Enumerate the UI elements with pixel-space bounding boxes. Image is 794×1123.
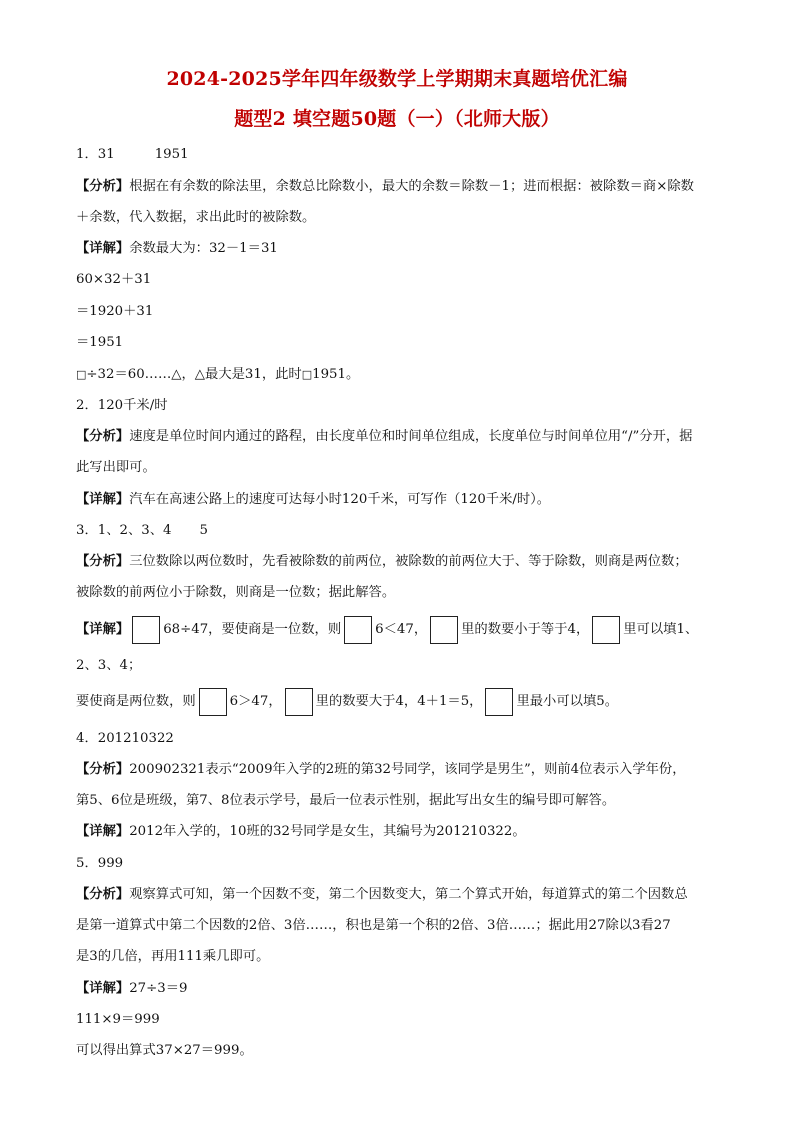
document-title: 2024-2025学年四年级数学上学期期末真题培优汇编 [166, 68, 628, 90]
q3-answer-2: 5 [199, 523, 208, 538]
q2-answer: 2．120千米/时 [76, 398, 168, 413]
q3-detail-text-h: 里最小可以填5。 [516, 694, 619, 709]
q4-detail-text: 2012年入学的，10班的32号同学是女生，其编号为201210322。 [129, 824, 526, 839]
answer-box [592, 616, 620, 644]
q1-step-2: ＝1920＋31 [76, 304, 154, 319]
detail-label: 【详解】 [76, 622, 130, 637]
q5-step-2: 可以得出算式37×27＝999。 [76, 1043, 253, 1058]
analysis-label: 【分析】 [76, 429, 130, 444]
q3-analysis-cont: 被除数的前两位小于除数，则商是一位数；据此解答。 [76, 585, 396, 600]
q1-step-1: 60×32＋31 [76, 272, 152, 287]
q1-detail-text: 余数最大为：32－1＝31 [129, 241, 278, 256]
q3-analysis-text: 三位数除以两位数时，先看被除数的前两位，被除数的前两位大于、等于除数，则商是两位数； [129, 554, 688, 569]
q4-analysis-cont: 第5、6位是班级，第7、8位表示学号，最后一位表示性别，据此写出女生的编号即可解答。 [76, 793, 616, 808]
detail-label: 【详解】 [76, 492, 130, 507]
q2-detail [76, 491, 550, 509]
q5-analysis-cont-1: 是第一道算式中第二个因数的2倍、3倍……，积也是第一个积的2倍、3倍……；据此用27除以3看27 [76, 918, 671, 933]
q3-detail-text-e: 要使商是两位数，则 [76, 694, 196, 709]
q3-detail-line-3 [76, 686, 618, 718]
answer-box [199, 688, 227, 716]
q2-analysis [76, 428, 692, 446]
q1-answer-line [76, 146, 189, 164]
answer-box [430, 616, 458, 644]
detail-label: 【详解】 [76, 981, 130, 996]
q4-detail [76, 823, 526, 841]
q3-detail-text-a: 68÷47，要使商是一位数，则 [163, 622, 342, 637]
q5-analysis-text: 观察算式可知，第一个因数不变，第二个因数变大，第二个算式开始，每道算式的第二个因数总 [129, 887, 688, 902]
q1-analysis-text: 根据在有余数的除法里，余数总比除数小，最大的余数＝除数－1；进而根据：被除数＝商×除数 [129, 179, 694, 194]
q3-detail-line-2: 2、3、4； [76, 658, 142, 673]
q5-analysis-cont-2: 是3的几倍，再用111乘几即可。 [76, 949, 270, 964]
q4-analysis-text: 200902321表示“2009年入学的2班的第32号同学，该同学是男生”，则前4位表示入学年份， [129, 762, 686, 777]
answer-box [485, 688, 513, 716]
analysis-label: 【分析】 [76, 762, 130, 777]
q5-analysis [76, 886, 688, 904]
q3-detail-text-c: 里的数要小于等于4， [461, 622, 590, 637]
analysis-label: 【分析】 [76, 554, 130, 569]
answer-box [132, 616, 160, 644]
q1-conclusion-end: 1951。 [312, 367, 360, 382]
analysis-label: 【分析】 [76, 887, 130, 902]
q3-detail-text-g: 里的数要大于4，4＋1＝5， [315, 694, 483, 709]
detail-label: 【详解】 [76, 241, 130, 256]
q1-analysis [76, 178, 694, 196]
q2-detail-text: 汽车在高速公路上的速度可达每小时120千米，可写作（120千米/时）。 [129, 492, 551, 507]
analysis-label: 【分析】 [76, 179, 130, 194]
answer-box [285, 688, 313, 716]
q1-detail [76, 240, 278, 258]
q1-analysis-cont: ＋余数，代入数据，求出此时的被除数。 [76, 210, 316, 225]
document-subtitle: 题型2 填空题50题（一）（北师大版） [234, 108, 560, 130]
q1-step-3: ＝1951 [76, 335, 124, 350]
q5-detail [76, 980, 187, 998]
square-symbol: □ [76, 368, 87, 381]
q3-detail-text-b: 6＜47， [375, 622, 428, 637]
q3-detail-line-1 [76, 614, 698, 646]
q4-answer: 4．201210322 [76, 731, 174, 746]
q3-analysis [76, 553, 688, 571]
q3-answer: 3．1、2、3、4 [76, 523, 172, 538]
q1-conclusion-text: ÷32＝60……△，△最大是31，此时 [86, 367, 302, 382]
q2-analysis-cont: 此写出即可。 [76, 460, 156, 475]
q3-detail-text-d: 里可以填1、 [623, 622, 699, 637]
q5-answer: 5．999 [76, 856, 124, 871]
detail-label: 【详解】 [76, 824, 130, 839]
q1-answer-2: 1951 [154, 147, 189, 162]
q3-answer-line [76, 522, 208, 540]
q3-detail-text-f: 6＞47， [229, 694, 282, 709]
q5-detail-text: 27÷3＝9 [129, 981, 188, 996]
square-symbol: □ [301, 368, 313, 381]
q4-analysis [76, 761, 686, 779]
answer-box [344, 616, 372, 644]
q1-answer: 1．31 [76, 147, 115, 162]
q2-analysis-text: 速度是单位时间内通过的路程，由长度单位和时间单位组成，长度单位与时间单位用“/”分开，据 [129, 429, 693, 444]
q5-step-1: 111×9＝999 [76, 1012, 160, 1027]
q1-conclusion [76, 366, 359, 384]
